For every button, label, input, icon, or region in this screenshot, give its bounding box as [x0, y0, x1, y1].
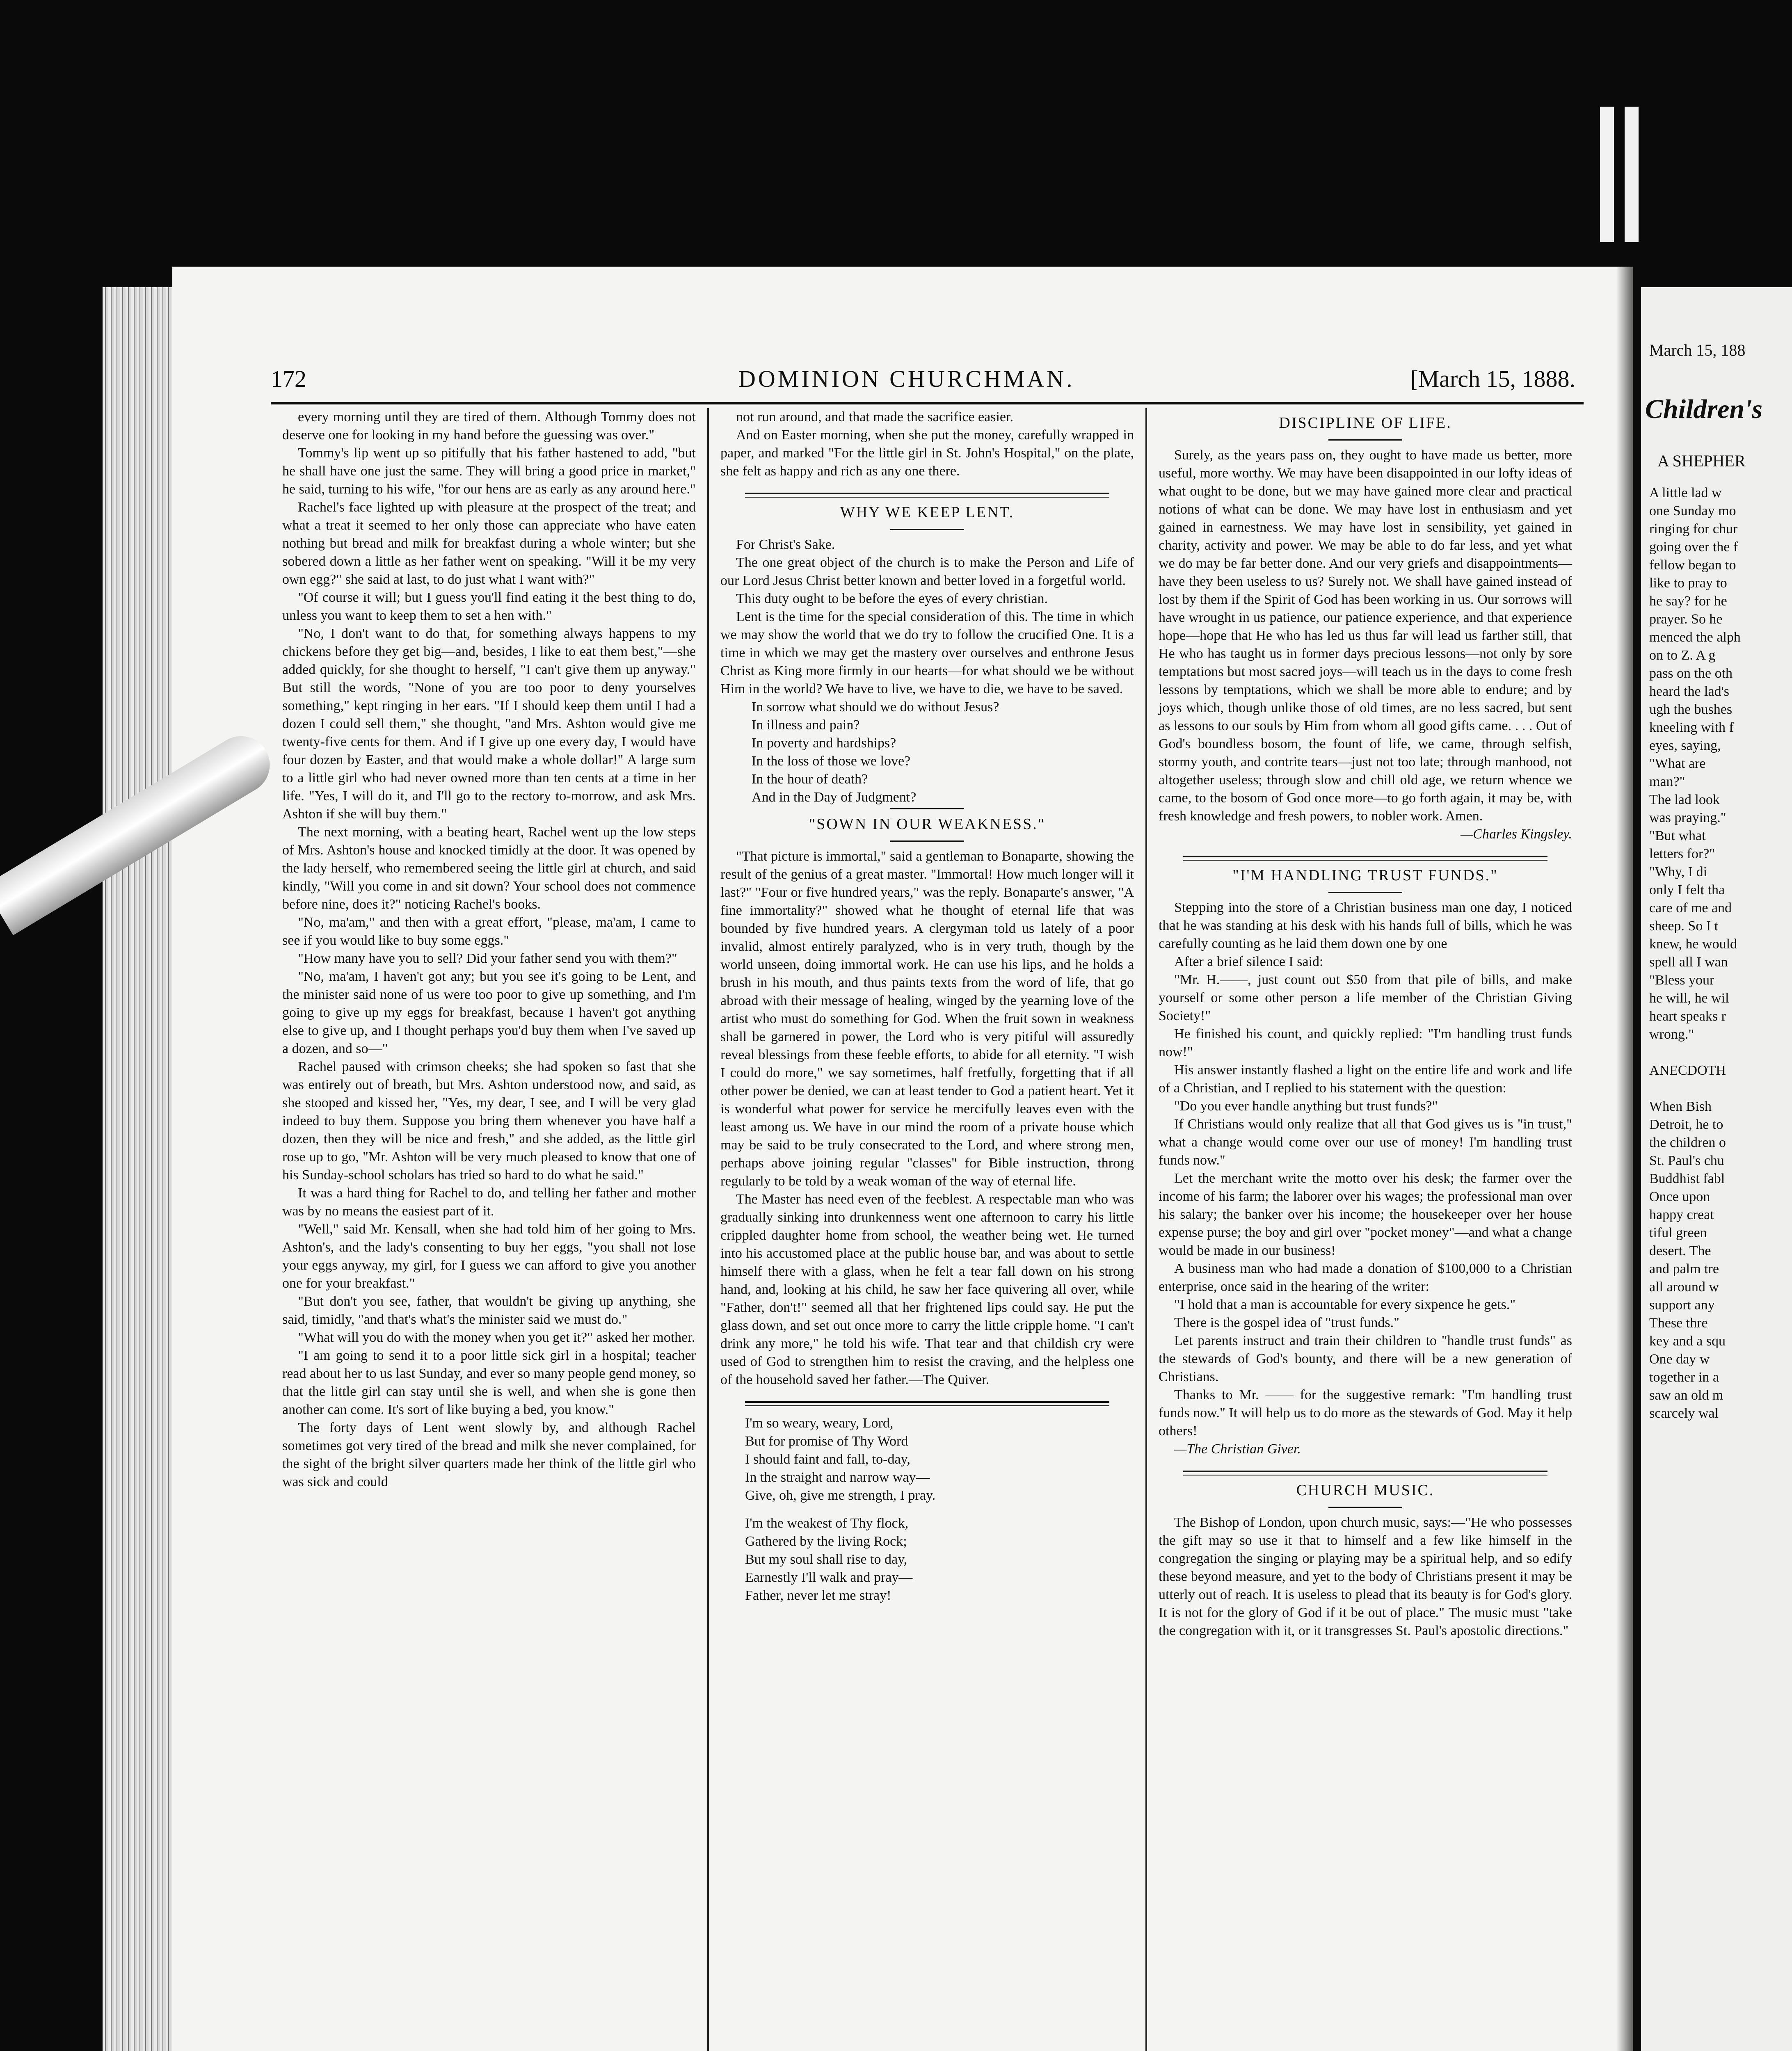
- poem-line: I'm so weary, weary, Lord,: [745, 1416, 894, 1431]
- facing-page-line: the children o: [1649, 1135, 1726, 1150]
- paragraph: "Of course it will; but I guess you'll find eating it the best thing to do, unless you want to keep them to set a hen with.": [282, 590, 696, 623]
- facing-page-line: St. Paul's chu: [1649, 1153, 1724, 1168]
- poem: [745, 1414, 1134, 1605]
- poem-line: Gathered by the living Rock;: [745, 1534, 907, 1549]
- discipline-heading: DISCIPLINE OF LIFE.: [1279, 414, 1452, 432]
- paragraph: A business man who had made a donation of $100,000 to a Christian enterprise, once said in the hearing of the writer:: [1159, 1261, 1572, 1294]
- facing-page-line: man?": [1649, 774, 1685, 789]
- gutter-shadow: [1616, 267, 1633, 2051]
- facing-page-line: on to Z. A g: [1649, 648, 1716, 663]
- section-divider: [1183, 856, 1547, 861]
- list-line: In illness and pain?: [752, 717, 860, 733]
- facing-page-line: ringing for chur: [1649, 521, 1738, 537]
- stanza-gap: [745, 1505, 1134, 1514]
- poem-line: Earnestly I'll walk and pray—: [745, 1570, 913, 1585]
- poem-line: Father, never let me stray!: [745, 1588, 891, 1603]
- facing-page-line: [1649, 1044, 1792, 1062]
- facing-page-line: "Why, I di: [1649, 864, 1707, 879]
- list-line: And in the Day of Judgment?: [752, 790, 917, 805]
- facing-page-line: going over the f: [1649, 539, 1738, 555]
- facing-page: [1641, 287, 1792, 2051]
- facing-page-line: and palm tre: [1649, 1261, 1719, 1277]
- paragraph: "No, ma'am, I haven't got any; but you see it's going to be Lent, and the minister said none of us were too poor to give up something, and I'm going to give up my eggs for breakfast, because I haven't got anything else to give up, and I thought perhaps you'd buy them when I've saved up a dozen, and so—": [282, 969, 696, 1056]
- facing-page-line: Once upon: [1649, 1189, 1710, 1204]
- facing-page-line: sheep. So I t: [1649, 918, 1719, 934]
- paragraph: Let the merchant write the motto over his desk; the farmer over the income of his farm; the laborer over his wages; the professional man over his salary; the banker over his income; the housekeeper over her house expense purse; the boy and girl over "pocket money"—and what a change would be made in our business!: [1159, 1171, 1572, 1258]
- column-2: [709, 408, 1147, 2051]
- signature-text: —The Christian Giver.: [1174, 1441, 1301, 1457]
- paragraph: Tommy's lip went up so pitifully that his father hastened to add, "but he shall have one just the same. They will bring a good price in market," he said, turning to his wife, "for our hens are as early as any around here.": [282, 445, 696, 497]
- paragraph: "That picture is immortal," said a gentleman to Bonaparte, showing the result of the genius of a great master. "Immortal! How much longer will it last?" "Four or five hundred years," was the reply. Bonaparte's answer, "A fine immortality?" showed what he thought of eternal life that was bounded by five hundred years. A clergyman told us lately of a poor invalid, almost entirely paralyzed, who is in very truth, though by the world unseen, doing immortal work. He can use his lips, and he holds a brush in his mouth, and thus paints texts from the word of life, that go abroad with their message of healing, winged by the yearning love of the artist who must do something for God. When the fruit sown in weakness shall be garnered in power, the Lord who is very pitiful will assuredly reveal blessings from these feeble efforts, to abide for all eternity. "I wish I could do more," we say sometimes, half fretfully, forgetting that if all other power be denied, we can at least tender to God a patient heart. Yet it is wonderful what power for service he mercifully leaves even with the least among us. We have in our mind the room of a private house which may be said to be truly consecrated to the Lord, and where strong men, perhaps above joining regular "classes" for Bible instruction, throng regularly to be told by a weak woman of the way of eternal life.: [720, 849, 1134, 1189]
- paragraph: "No, I don't want to do that, for something always happens to my chickens before they get big—and, besides, I like to eat them best,"—she added quickly, for she thought to herself, "I can't give them up anyway." But still the words, "None of you are too poor to deny yourselves something," kept ringing in her ears. "If I should keep them until I had a dozen I could sell them," she thought, "and Mrs. Ashton would give me twenty-five cents for them. And if I give up one every day, I would have four dozen by Easter, and that would make a whole dollar!" A large sum to a little girl who had never owned more than ten cents at a time in her life. "Yes, I will do it, and I'll go to the rectory to-morrow, and ask Mrs. Ashton if she will buy them.": [282, 626, 696, 822]
- facing-page-line: ANECDOTH: [1649, 1063, 1726, 1078]
- paragraph: "But don't you see, father, that wouldn't be giving up anything, she said, timidly, "and that's what's the minister said we must do.": [282, 1294, 696, 1327]
- article-columns: [271, 408, 1584, 2051]
- paragraph: "I hold that a man is accountable for every sixpence he gets.": [1174, 1297, 1516, 1312]
- facing-page-line: he say? for he: [1649, 594, 1727, 609]
- paragraph: There is the gospel idea of "trust funds.": [1174, 1315, 1399, 1330]
- facing-page-line: was praying.": [1649, 810, 1726, 825]
- heading-rule: [890, 529, 964, 530]
- facing-page-line: "What are: [1649, 756, 1706, 771]
- facing-page-line: pass on the oth: [1649, 666, 1733, 681]
- header-rule: [271, 402, 1584, 404]
- facing-page-line: all around w: [1649, 1279, 1719, 1295]
- paragraph: "What will you do with the money when you get it?" asked her mother.: [298, 1330, 695, 1345]
- poem-line: Give, oh, give me strength, I pray.: [745, 1488, 936, 1503]
- facing-page-line: spell all I wan: [1649, 955, 1728, 970]
- poem-line: But my soul shall rise to day,: [745, 1552, 907, 1567]
- paragraph: "Well," said Mr. Kensall, when she had told him of her going to Mrs. Ashton's, and the lady's consenting to buy her eggs, "you shall not lose your eggs anyway, my girl, for I guess we can afford to give you another one for your breakfast.": [282, 1222, 696, 1291]
- paragraph: "No, ma'am," and then with a great effort, "please, ma'am, I came to see if you would like to buy some eggs.": [282, 915, 696, 948]
- paragraph: "Mr. H.——, just count out $50 from that pile of bills, and make yourself or some other person a life member of the Christian Giving Society!": [1159, 972, 1572, 1023]
- heading-rule: [1328, 1507, 1402, 1508]
- facing-page-line: one Sunday mo: [1649, 503, 1736, 518]
- section-divider: [890, 808, 964, 809]
- paragraph: The Master has need even of the feeblest. A respectable man who was gradually sinking into drunkenness went one afternoon to carry his little crippled daughter home from school, the weather being wet. He turned into his accustomed place at the public house bar, and was about to settle himself there with a glass, when he felt a tear fall down on his strong hand, and, looking at his child, he saw her face quivering all over, while "Father, don't!" seemed all that her frightened lips could say. He put the glass down, and set out once more to carry the little cripple home. "I can't drink any more," he told his wife. That tear and that childish cry were used of God to strengthen him to resist the craving, and the helpless one of the household saved her father.—The Quiver.: [720, 1192, 1134, 1387]
- facing-page-line: only I felt tha: [1649, 882, 1725, 898]
- facing-page-line: heart speaks r: [1649, 1009, 1726, 1024]
- facing-page-line: wrong.": [1649, 1027, 1694, 1042]
- facing-page-line: When Bish: [1649, 1099, 1712, 1114]
- issue-date: [March 15, 1888.: [1410, 365, 1575, 392]
- paragraph: He finished his count, and quickly replied: "I'm handling trust funds now!": [1159, 1026, 1572, 1060]
- paragraph: If Christians would only realize that all that God gives us is "in trust," what a change would come over our use of money! I'm handling trust funds now.": [1159, 1117, 1572, 1168]
- facing-page-line: knew, he would: [1649, 936, 1737, 952]
- page-number: 172: [271, 365, 306, 392]
- poem-line: I should faint and fall, to-day,: [745, 1452, 910, 1467]
- paragraph: Stepping into the store of a Christian business man one day, I noticed that he was standing at his desk with his hands full of bills, which he was carefully counting as he laid them down one by one: [1159, 900, 1572, 951]
- facing-page-line: scarcely wal: [1649, 1406, 1719, 1421]
- lent-heading: WHY WE KEEP LENT.: [840, 504, 1015, 521]
- paragraph: The next morning, with a beating heart, Rachel went up the low steps of Mrs. Ashton's house and knocked timidly at the door. It was opened by the lady herself, who remembered seeing the little girl at church, and said kindly, "Will you come in and sit down? Your school does not commence before nine, does it?" noticing Rachel's books.: [282, 825, 696, 912]
- trust-heading: "I'M HANDLING TRUST FUNDS.": [1232, 867, 1498, 884]
- facing-page-line: One day w: [1649, 1352, 1710, 1367]
- paragraph: It was a hard thing for Rachel to do, and telling her father and mother was by no means the easiest part of it.: [282, 1185, 696, 1219]
- signature-text: —Charles Kingsley.: [1460, 827, 1572, 842]
- facing-page-line: A little lad w: [1649, 485, 1722, 500]
- facing-page-line: happy creat: [1649, 1207, 1714, 1222]
- facing-page-line: Buddhist fabl: [1649, 1171, 1725, 1186]
- signature: [1159, 1440, 1572, 1458]
- facing-page-line: [1649, 1080, 1792, 1098]
- section-divider: [1183, 1471, 1547, 1475]
- facing-page-heading: Children's: [1645, 394, 1763, 424]
- newspaper-page: [172, 267, 1633, 2051]
- facing-page-line: The lad look: [1649, 792, 1720, 807]
- paragraph: Rachel's face lighted up with pleasure at the prospect of the treat; and what a treat it seemed to her only those can appreciate who have eaten nothing but bread and milk for breakfast during a whole winter; but she sobered down a little as her father went on speaking. "Will it be my very own egg?" she said at last, to do just what I want with?": [282, 500, 696, 587]
- paragraph: The one great object of the church is to make the Person and Life of our Lord Jesus Christ better known and better loved in a forgetful world.: [720, 555, 1134, 588]
- list-line: In sorrow what should we do without Jesus?: [752, 699, 999, 715]
- facing-page-date: March 15, 188: [1649, 341, 1746, 359]
- paper-title: DOMINION CHURCHMAN.: [738, 365, 1075, 392]
- facing-page-line: care of me and: [1649, 900, 1732, 916]
- section-divider: [745, 493, 1109, 498]
- facing-page-line: fellow began to: [1649, 557, 1736, 573]
- paragraph: Thanks to Mr. —— for the suggestive remark: "I'm handling trust funds now." It will help us to do more as the stewards of God. May it help others!: [1159, 1387, 1572, 1439]
- facing-page-line: support any: [1649, 1297, 1715, 1313]
- paragraph: And on Easter morning, when she put the money, carefully wrapped in paper, and marked "For the little girl in St. John's Hospital," on the plate, she felt as happy and rich as any one there.: [720, 427, 1134, 479]
- paragraph: After a brief silence I said:: [1174, 954, 1323, 969]
- page-edge-stack: [103, 287, 172, 2051]
- poem-line: I'm the weakest of Thy flock,: [745, 1516, 909, 1531]
- section-divider: [745, 1401, 1109, 1406]
- facing-page-line: eyes, saying,: [1649, 738, 1721, 753]
- list-line: In the loss of those we love?: [752, 754, 911, 769]
- paragraph: Lent is the time for the special consideration of this. The time in which we may show the world that we do try to follow the crucified One. It is a time in which we may get the mastery over ourselves and enthrone Jesus Christ as King more firmly in our hearts—for what should we be without Him in the world? We have to live, we have to die, we have to be saved.: [720, 609, 1134, 697]
- facing-page-text: [1649, 484, 1792, 1423]
- paragraph: The forty days of Lent went slowly by, and although Rachel sometimes got very tired of the bread and milk she never complained, for the sight of the bright silver quarters made her think of the little girl who was sick and could: [282, 1420, 696, 1489]
- paragraph: "Do you ever handle anything but trust funds?": [1174, 1099, 1438, 1114]
- column-3: [1147, 408, 1584, 2051]
- poem-line: In the straight and narrow way—: [745, 1470, 930, 1485]
- facing-page-line: Detroit, he to: [1649, 1117, 1723, 1132]
- facing-page-line: prayer. So he: [1649, 612, 1723, 627]
- list-line: In poverty and hardships?: [752, 735, 896, 751]
- facing-page-line: saw an old m: [1649, 1388, 1723, 1403]
- poem-line: But for promise of Thy Word: [745, 1434, 908, 1449]
- paragraph: Let parents instruct and train their children to "handle trust funds" as the stewards of God's bounty, and there will be a new generation of Christians.: [1159, 1333, 1572, 1384]
- heading-rule: [1328, 892, 1402, 893]
- book-clip-top-a: [1600, 107, 1614, 242]
- paragraph: every morning until they are tired of them. Although Tommy does not deserve one for looking in my hand before the guessing was over.": [282, 409, 696, 443]
- heading-rule: [890, 840, 964, 842]
- paragraph: For Christ's Sake.: [736, 537, 835, 552]
- paragraph: not run around, and that made the sacrifice easier.: [736, 409, 1013, 425]
- paragraph: "How many have you to sell? Did your father send you with them?": [298, 951, 677, 966]
- facing-page-line: kneeling with f: [1649, 720, 1734, 735]
- column-1: [271, 408, 709, 2051]
- paragraph: "I am going to send it to a poor little sick girl in a hospital; teacher read about her to us last Sunday, and ever so many people gend money, so that the little girl can stay until she is well, and when she is gone then another can come. It's sort of like buying a bed, you know.": [282, 1348, 696, 1417]
- music-heading: CHURCH MUSIC.: [1296, 1482, 1435, 1499]
- facing-page-line: letters for?": [1649, 846, 1715, 861]
- facing-page-line: desert. The: [1649, 1243, 1711, 1258]
- facing-page-line: menced the alph: [1649, 630, 1741, 645]
- facing-page-line: key and a squ: [1649, 1334, 1726, 1349]
- facing-page-line: "But what: [1649, 828, 1706, 843]
- signature: [1159, 825, 1572, 843]
- facing-page-line: he will, he wil: [1649, 991, 1729, 1006]
- paragraph: His answer instantly flashed a light on the entire life and work and life of a Christian, and I replied to his statement with the question:: [1159, 1062, 1572, 1096]
- facing-page-subheading: A SHEPHER: [1657, 452, 1746, 470]
- running-head: [271, 365, 1584, 398]
- paragraph: Rachel paused with crimson cheeks; she had spoken so fast that she was entirely out of breath, but Mrs. Ashton understood now, and said, as she stooped and kissed her, "Yes, my dear, I see, and I will be very glad indeed to buy them. Suppose you bring them whenever you have half a dozen, then they will be nice and fresh," and she added, as the little girl rose up to go, "Mr. Ashton will be very much pleased to know that one of his Sunday-school scholars has tried so hard to do what he said.": [282, 1059, 696, 1183]
- facing-page-line: "Bless your: [1649, 973, 1714, 988]
- book-clip-top-b: [1625, 107, 1639, 242]
- heading-rule: [1328, 439, 1402, 441]
- weakness-heading: "SOWN IN OUR WEAKNESS.": [809, 815, 1046, 833]
- facing-page-line: tiful green: [1649, 1225, 1707, 1240]
- facing-page-line: heard the lad's: [1649, 684, 1729, 699]
- list-line: In the hour of death?: [752, 772, 868, 787]
- facing-page-line: These thre: [1649, 1316, 1708, 1331]
- facing-page-line: together in a: [1649, 1370, 1719, 1385]
- paragraph: Surely, as the years pass on, they ought to have made us better, more useful, more worthy. We may have been disappointed in our lofty ideas of what ought to be done, but we may have gained more clear and practical notions of what can be done. We may have lost in enthusiasm and yet gained in earnestness. We may have lost in sensibility, yet gained in charity, activity and power. We may be able to do far less, and yet what we do may be far better done. And our very griefs and disappointments—have they been useless to us? Surely not. We shall have gained instead of lost by them if the Spirit of God has been working in us. Our sorrows will have wrought in us patience, our patience experience, and that experience hope—hope that He who has led us thus far will lead us farther still, that He who has taught us in former days precious lessons—not only by sore temptations but most sacred joys—will teach us in the days to come fresh lessons by temptations, which we shall be more able to endure; and by joys which, though unlike those of old times, are no less sacred, but sent as lessons to our souls by Him from whom all good gifts came. . . . Out of God's boundless bosom, the fount of life, we came, through selfish, stormy youth, and contrite tears—just not too late; through manhood, not altogether useless; through slow and chill old age, we return whence we came, to the bosom of God once more—to go forth again, it may be, with fresh knowledge and fresh powers, to nobler work. Amen.: [1159, 448, 1572, 824]
- paragraph: This duty ought to be before the eyes of every christian.: [736, 591, 1048, 606]
- facing-page-line: ugh the bushes: [1649, 702, 1733, 717]
- paragraph: The Bishop of London, upon church music, says:—"He who possesses the gift may so use it that to himself and a few like himself in the congregation the singing or playing may be a spiritual help, and so edify these beyond measure, and yet to the body of Christians present it may be utterly out of reach. It is useless to plead that its beauty is for God's glory. It is not for the glory of God if it be out of place." The music must "take the congregation with it, or it transgresses St. Paul's apostolic directions.": [1159, 1515, 1572, 1638]
- facing-page-line: like to pray to: [1649, 576, 1727, 591]
